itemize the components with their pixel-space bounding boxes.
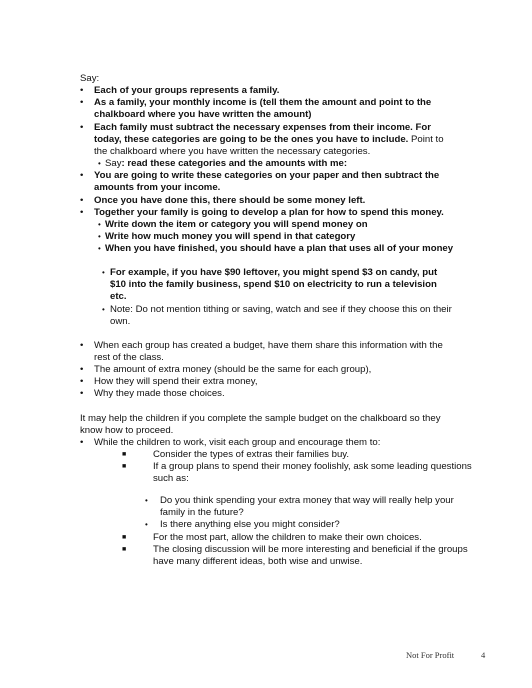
question-line: family in the future?	[160, 507, 244, 518]
sub-bullet: •	[98, 244, 101, 253]
say-label: Say:	[80, 73, 100, 84]
share-line: Why they made those choices.	[94, 388, 225, 399]
say-prefix: Say	[105, 158, 122, 169]
list-item-line: the chalkboard where you have written the necessary categories.	[94, 146, 371, 157]
list-item-line: Each family must subtract the necessary expenses from their income. For	[94, 122, 431, 133]
list-item-line: amounts from your income.	[94, 182, 221, 193]
sub-bullet: •	[102, 268, 105, 277]
question-bullet: •	[145, 520, 148, 529]
share-line: How they will spend their extra money,	[94, 376, 258, 387]
footer-label: Not For Profit	[406, 650, 455, 660]
square-bullet: ■	[122, 534, 127, 541]
sub-bullet: •	[98, 220, 101, 229]
bullet: •	[80, 170, 84, 181]
square-item-line: have many different ideas, both wise and unwise.	[153, 556, 363, 567]
list-item-line: Together your family is going to develop a plan for how to spend this money.	[94, 207, 444, 218]
plan-step: Write how much money you will spend in that category	[105, 231, 356, 242]
square-item-line: For the most part, allow the children to make their own choices.	[153, 532, 422, 543]
share-line: The amount of extra money (should be the same for each group),	[94, 364, 372, 375]
bullet: •	[80, 437, 84, 448]
list-item-tail: Point to	[408, 134, 444, 145]
square-bullet: ■	[122, 451, 127, 458]
sub-bullet: •	[98, 232, 101, 241]
help-paragraph-line: It may help the children if you complete the sample budget on the chalkboard so they	[80, 413, 441, 424]
list-item-bold: today, these categories are going to be the ones you have to include.	[94, 134, 409, 145]
plan-step: Write down the item or category you will spend money on	[105, 219, 368, 230]
question-line: Is there anything else you might consider?	[160, 519, 340, 530]
bullet: •	[80, 97, 84, 108]
say-instruction	[105, 158, 347, 170]
square-bullet: ■	[122, 463, 127, 470]
example-line: $10 into the family business, spend $10 on electricity to run a television	[110, 279, 437, 290]
bullet: •	[80, 122, 84, 133]
list-item-line: Once you have done this, there should be some money left.	[94, 195, 366, 206]
list-item-line: As a family, your monthly income is (tell them the amount and point to the	[94, 97, 432, 108]
plan-step: When you have finished, you should have a plan that uses all of your money	[105, 243, 454, 254]
list-item-line: chalkboard where you have written the amount)	[94, 109, 312, 120]
while-item: While the children to work, visit each group and encourage them to:	[94, 437, 381, 448]
bullet: •	[80, 207, 84, 218]
bullet: •	[80, 340, 84, 351]
bullet: •	[80, 388, 84, 399]
sub-bullet: •	[102, 305, 105, 314]
say-text: : read these categories and the amounts with me:	[121, 158, 348, 169]
example-line: etc.	[110, 291, 127, 302]
share-line: rest of the class.	[94, 352, 164, 363]
page-number: 4	[481, 650, 486, 660]
bullet: •	[80, 364, 84, 375]
help-paragraph-line: know how to proceed.	[80, 425, 174, 436]
list-item-line	[94, 134, 444, 146]
square-item-line: If a group plans to spend their money foolishly, ask some leading questions	[153, 461, 472, 472]
list-item-line: Each of your groups represents a family.	[94, 85, 280, 96]
square-item-line: such as:	[153, 473, 189, 484]
share-line: When each group has created a budget, have them share this information with the	[94, 340, 443, 351]
square-item-line: Consider the types of extras their families buy.	[153, 449, 350, 460]
question-bullet: •	[145, 496, 148, 505]
bullet: •	[80, 85, 84, 96]
list-item-line: You are going to write these categories on your paper and then subtract the	[94, 170, 440, 181]
note-line: own.	[110, 316, 131, 327]
bullet: •	[80, 195, 84, 206]
example-line: For example, if you have $90 leftover, you might spend $3 on candy, put	[110, 267, 438, 278]
sub-bullet: •	[98, 159, 101, 168]
bullet: •	[80, 376, 84, 387]
square-bullet: ■	[122, 546, 127, 553]
square-item-line: The closing discussion will be more interesting and beneficial if the groups	[153, 544, 468, 555]
question-line: Do you think spending your extra money that way will really help your	[160, 495, 454, 506]
note-line: Note: Do not mention tithing or saving, watch and see if they choose this on their	[110, 304, 452, 315]
